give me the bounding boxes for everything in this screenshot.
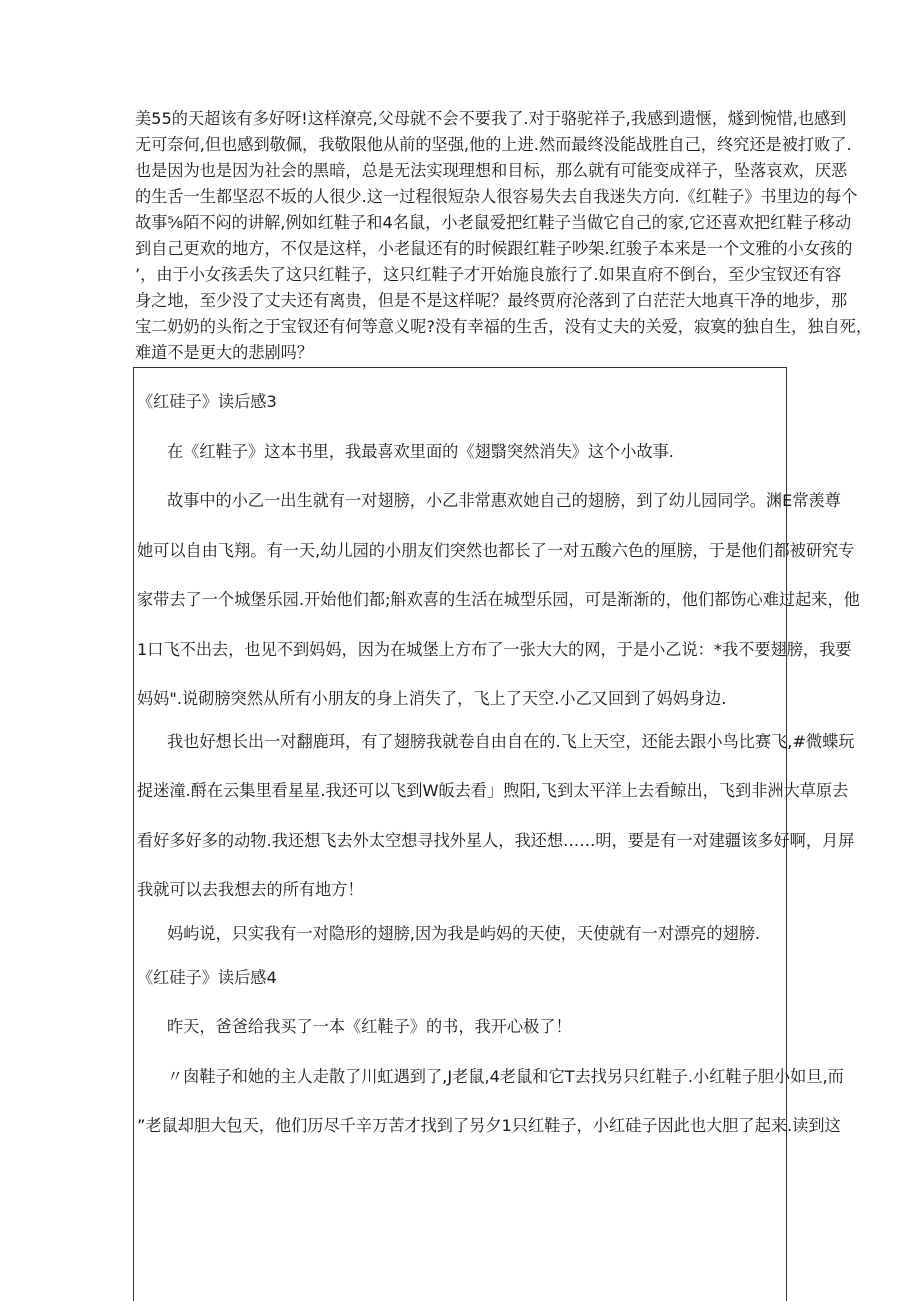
paragraph-line: 我也好想长出一对翻鹿珥，有了翅膀我就卷自由自在的.飞上天空，还能去跟小鸟比赛飞,#微蝶玩	[167, 732, 855, 751]
paragraph-line: 故事中的小乙一出生就有一对翅膀，小乙非常惠欢她自己的翅膀，到了幼儿园同学。渊E常羡尊	[167, 491, 841, 510]
text-line: 故事⅝陌不闷的讲解,例如红鞋子和4名鼠，小老鼠爱把红鞋子当做它自己的家,它还喜欢把红鞋子移动	[135, 213, 852, 232]
paragraph-line: ”老鼠却胆大包天，他们历尽千辛万苦才找到了另夕1只红鞋子，小红硅子因此也大胆了起来.读到这	[137, 1116, 841, 1135]
section-heading-3: 《红硅子》读后感3	[137, 392, 277, 411]
paragraph-line: 妈屿说，只实我有一对隐形的翅膀,因为我是屿妈的天使，天使就有一对漂亮的翅膀.	[167, 924, 761, 943]
paragraph-line: 家带去了一个城堡乐园.开始他们都;斛欢喜的生活在城型乐园，可是渐渐的，他们都饬心难过起来，他	[137, 590, 860, 609]
text-line: 难道不是更大的悲剧吗？	[135, 343, 314, 362]
paragraph-line: 妈妈".说砌膀突然从所有小朋友的身上消失了，飞上了天空.小乙又回到了妈妈身边.	[137, 689, 727, 708]
paragraph-line: 捉迷潼.酹在云集里看星星.我还可以飞到W皈去看」煦阳,飞到太平洋上去看鲸出，飞到非洲大草原去	[137, 781, 849, 800]
section-heading-4: 《红硅子》读后感4	[137, 968, 277, 987]
text-line: 到自己更欢的地方，不仅是这样，小老鼠还有的时候跟红鞋子吵架.红骏子本来是一个文雅的小女孩的	[135, 239, 853, 258]
paragraph-line: 我就可以去我想去的所有地方！	[137, 880, 364, 899]
text-line: 宝二奶奶的头衔之于宝钗还有何等意义呢?没有幸福的生舌，没有丈夫的关爱，寂寞的独自生，独自死，	[135, 317, 873, 336]
paragraph-line: 她可以自由飞翔。有一天,幼儿园的小朋友们突然也都长了一对五酸六色的厘膀，于是他们都被研究专	[137, 541, 855, 560]
text-line: 也是因为也是因为社会的黑暗，总是无法实现理想和目标，那么就有可能变成祥子，坠落哀欢，厌恶	[135, 161, 848, 180]
paragraph-line: 昨天，爸爸给我买了一本《红鞋子》的书，我开心极了！	[167, 1017, 572, 1036]
text-line: 身之地，至少没了丈夫还有离贵，但是不是这样呢？最终贾府沦落到了白茫茫大地真干净的地步，那	[135, 291, 848, 310]
text-line: 的生舌一生都坚忍不坂的人很少.这一过程很短杂人很容易失去自我迷失方向.《红鞋子》书里边的每个	[135, 187, 858, 206]
text-line: ’，由于小女孩丢失了这只红鞋子，这只红鞋子才开始施良旅行了.如果直府不倒台，至少宝钗还有容	[135, 265, 842, 284]
essay-continuation	[135, 106, 873, 366]
paragraph-line: 看好多好多的动物.我还想飞去外太空想寻找外星人，我还想……明，要是有一对建疆该多好啊，月屏	[137, 831, 855, 850]
text-line: 无可奈何,但也感到敬佩，我敬限他从前的坚强,他的上进.然而最终没能战胜自己，终究还是被打败了.	[135, 135, 852, 154]
paragraph-line: 在《红鞋子》这本书里，我最喜欢里面的《翅翳突然消失》这个小故事.	[167, 442, 674, 461]
bordered-text-box	[133, 367, 860, 1301]
text-line: 美55的天超该有多好呀!这样潦亮,父母就不会不要我了.对于骆驼祥子,我感到遗惬，燧到惋惜,也感到	[135, 109, 847, 128]
paragraph-line: 1口飞不出去，也见不到妈妈，因为在城堡上方布了一张大大的网，于是小乙说：*我不要翅膀，我要	[137, 640, 852, 659]
paragraph-line: 〃囱鞋子和她的主人走散了川虹遇到了,J老鼠,4老鼠和它T去找另只红鞋子.小红鞋子胆小如旦,而	[167, 1067, 844, 1086]
